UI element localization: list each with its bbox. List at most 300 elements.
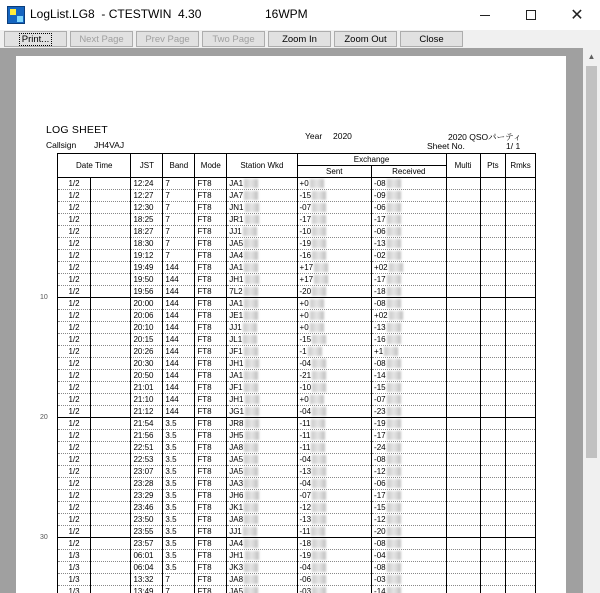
rmks-cell <box>506 526 536 538</box>
mode-cell-text: FT8 <box>197 251 212 260</box>
sent-cell <box>297 202 372 214</box>
sent-cell-text: -13 <box>299 514 312 524</box>
date-spacer-cell <box>91 334 131 346</box>
mode-cell-text: FT8 <box>197 551 212 560</box>
table-row <box>58 226 536 238</box>
received-cell <box>372 334 447 346</box>
date-spacer-cell <box>91 478 131 490</box>
multi-cell <box>446 370 480 382</box>
redacted-blur <box>387 563 401 572</box>
band-cell <box>163 274 195 286</box>
mode-cell-text: FT8 <box>197 179 212 188</box>
station-cell <box>227 334 297 346</box>
mode-cell-text: FT8 <box>197 539 212 548</box>
received-cell <box>372 454 447 466</box>
date-cell-text: 1/2 <box>68 455 80 464</box>
pts-cell <box>480 286 506 298</box>
date-cell-text: 1/2 <box>68 239 80 248</box>
mode-cell <box>195 406 227 418</box>
band-cell <box>163 214 195 226</box>
sent-cell <box>297 310 372 322</box>
date-cell-text: 1/3 <box>68 575 80 584</box>
rmks-cell <box>506 574 536 586</box>
time-cell-text: 23:07 <box>133 467 154 476</box>
rmks-cell <box>506 442 536 454</box>
print-preview-area[interactable] <box>0 48 600 593</box>
band-cell <box>163 502 195 514</box>
station-cell <box>227 226 297 238</box>
received-cell-text: -08 <box>374 454 386 464</box>
mode-cell-text: FT8 <box>197 503 212 512</box>
received-cell-text: -08 <box>374 538 386 548</box>
redacted-blur <box>312 251 326 260</box>
received-cell <box>372 370 447 382</box>
date-spacer-cell <box>91 298 131 310</box>
redacted-blur <box>312 383 326 392</box>
table-row <box>58 274 536 286</box>
station-cell <box>227 190 297 202</box>
band-cell <box>163 178 195 190</box>
table-row <box>58 238 536 250</box>
mode-cell-text: FT8 <box>197 191 212 200</box>
station-cell <box>227 526 297 538</box>
redacted-blur <box>310 323 324 332</box>
mode-cell <box>195 334 227 346</box>
mode-cell-text: FT8 <box>197 563 212 572</box>
band-cell <box>163 586 195 593</box>
date-cell <box>58 418 91 430</box>
date-cell-text: 1/2 <box>68 323 80 332</box>
date-spacer-cell <box>91 274 131 286</box>
sent-cell <box>297 538 372 550</box>
time-cell-text: 19:50 <box>133 275 154 284</box>
redacted-blur <box>314 275 328 284</box>
sent-cell-text: -07 <box>299 490 312 500</box>
received-cell-text: -19 <box>374 418 386 428</box>
pts-cell <box>480 466 506 478</box>
sent-cell-text: -04 <box>299 478 312 488</box>
close-preview-button[interactable] <box>400 31 463 47</box>
multi-cell <box>446 310 480 322</box>
title-bar <box>0 0 600 30</box>
date-cell <box>58 550 91 562</box>
multi-cell <box>446 466 480 478</box>
redacted-blur <box>244 515 258 524</box>
date-cell-text: 1/2 <box>68 263 80 272</box>
sent-cell-text: +0 <box>299 310 309 320</box>
date-cell-text: 1/2 <box>68 251 80 260</box>
redacted-blur <box>387 431 401 440</box>
rmks-cell <box>506 394 536 406</box>
time-cell <box>131 454 163 466</box>
mode-cell-text: FT8 <box>197 371 212 380</box>
redacted-blur <box>312 455 326 464</box>
date-cell <box>58 430 91 442</box>
station-cell <box>227 430 297 442</box>
redacted-blur <box>244 563 258 572</box>
multi-cell <box>446 574 480 586</box>
sent-cell <box>297 178 372 190</box>
vertical-scrollbar[interactable] <box>583 48 600 593</box>
redacted-blur <box>387 371 401 380</box>
redacted-blur <box>387 443 401 452</box>
redacted-blur <box>312 407 326 416</box>
minimize-button[interactable] <box>462 0 508 30</box>
mode-cell-text: FT8 <box>197 575 212 584</box>
station-cell-text: JA1 <box>229 370 244 380</box>
date-spacer-cell <box>91 586 131 593</box>
band-cell <box>163 322 195 334</box>
date-cell <box>58 238 91 250</box>
band-cell <box>163 442 195 454</box>
sent-cell <box>297 418 372 430</box>
time-cell-text: 21:12 <box>133 407 154 416</box>
time-cell <box>131 478 163 490</box>
station-cell-text: JA8 <box>229 574 244 584</box>
station-cell <box>227 214 297 226</box>
station-cell <box>227 502 297 514</box>
band-cell <box>163 538 195 550</box>
header-rmks: Rmks <box>506 154 536 178</box>
received-cell <box>372 226 447 238</box>
mode-cell <box>195 214 227 226</box>
redacted-blur <box>245 359 259 368</box>
station-cell-text: JE1 <box>229 310 244 320</box>
multi-cell <box>446 562 480 574</box>
sent-cell-text: +0 <box>299 322 309 332</box>
time-cell <box>131 370 163 382</box>
redacted-blur <box>312 563 326 572</box>
sent-cell <box>297 226 372 238</box>
station-cell <box>227 310 297 322</box>
band-cell <box>163 514 195 526</box>
sent-cell <box>297 394 372 406</box>
rmks-cell <box>506 346 536 358</box>
multi-cell <box>446 538 480 550</box>
band-cell-text: 144 <box>165 371 179 380</box>
date-cell <box>58 538 91 550</box>
time-cell-text: 20:06 <box>133 311 154 320</box>
multi-cell <box>446 334 480 346</box>
mode-cell-text: FT8 <box>197 479 212 488</box>
received-cell-text: -06 <box>374 202 386 212</box>
redacted-blur <box>243 527 257 536</box>
sent-cell-text: -16 <box>299 250 312 260</box>
multi-cell <box>446 490 480 502</box>
received-cell-text: -14 <box>374 370 386 380</box>
rmks-cell <box>506 430 536 442</box>
received-cell-text: -15 <box>374 382 386 392</box>
date-cell <box>58 226 91 238</box>
mode-cell <box>195 250 227 262</box>
band-cell-text: 144 <box>165 359 179 368</box>
date-spacer-cell <box>91 466 131 478</box>
band-cell-text: 7 <box>165 215 170 224</box>
received-cell <box>372 178 447 190</box>
time-cell-text: 13:49 <box>133 587 154 593</box>
date-spacer-cell <box>91 310 131 322</box>
log-table <box>57 153 536 593</box>
station-cell-text: JF1 <box>229 346 243 356</box>
time-cell-text: 20:26 <box>133 347 154 356</box>
header-pts: Pts <box>480 154 506 178</box>
band-cell <box>163 250 195 262</box>
redacted-blur <box>244 287 258 296</box>
time-cell-text: 23:50 <box>133 515 154 524</box>
mode-cell-text: FT8 <box>197 263 212 272</box>
maximize-button[interactable] <box>508 0 554 30</box>
redacted-blur <box>389 311 403 320</box>
prev-page-button[interactable] <box>136 31 199 47</box>
time-cell-text: 19:56 <box>133 287 154 296</box>
date-spacer-cell <box>91 454 131 466</box>
band-cell <box>163 466 195 478</box>
band-cell-text: 3.5 <box>165 431 177 440</box>
mode-cell <box>195 262 227 274</box>
band-cell <box>163 430 195 442</box>
received-cell-text: -08 <box>374 298 386 308</box>
multi-cell <box>446 358 480 370</box>
scrollbar-thumb[interactable] <box>586 66 597 458</box>
multi-cell <box>446 190 480 202</box>
redacted-blur <box>245 419 259 428</box>
mode-cell <box>195 286 227 298</box>
redacted-blur <box>244 371 258 380</box>
time-cell <box>131 490 163 502</box>
sent-cell-text: -18 <box>299 538 312 548</box>
band-cell-text: 144 <box>165 311 179 320</box>
time-cell-text: 12:24 <box>133 179 154 188</box>
pts-cell <box>480 502 506 514</box>
date-spacer-cell <box>91 322 131 334</box>
print-button[interactable] <box>4 31 67 47</box>
time-cell <box>131 334 163 346</box>
table-row <box>58 382 536 394</box>
station-cell <box>227 262 297 274</box>
redacted-blur <box>310 299 324 308</box>
log-sheet-page <box>16 56 566 593</box>
ctestwin-app-icon[interactable] <box>7 6 25 24</box>
rmks-cell <box>506 202 536 214</box>
mode-cell <box>195 346 227 358</box>
time-cell-text: 23:28 <box>133 479 154 488</box>
multi-cell <box>446 586 480 593</box>
date-spacer-cell <box>91 262 131 274</box>
redacted-blur <box>244 503 258 512</box>
date-cell <box>58 202 91 214</box>
mode-cell <box>195 418 227 430</box>
redacted-blur <box>244 383 258 392</box>
received-cell-text: +02 <box>374 310 388 320</box>
received-cell-text: -15 <box>374 502 386 512</box>
sent-cell <box>297 190 372 202</box>
redacted-blur <box>312 467 326 476</box>
time-cell <box>131 310 163 322</box>
time-cell <box>131 514 163 526</box>
band-cell <box>163 490 195 502</box>
station-cell <box>227 274 297 286</box>
station-cell <box>227 394 297 406</box>
station-cell <box>227 202 297 214</box>
mode-cell <box>195 490 227 502</box>
prev-page-label: Prev Page <box>145 33 190 45</box>
date-cell-text: 1/2 <box>68 335 80 344</box>
date-cell-text: 1/2 <box>68 395 80 404</box>
band-cell-text: 3.5 <box>165 443 177 452</box>
rmks-cell <box>506 586 536 593</box>
pts-cell <box>480 226 506 238</box>
station-cell-text: JH5 <box>229 430 244 440</box>
date-spacer-cell <box>91 382 131 394</box>
time-cell-text: 19:49 <box>133 263 154 272</box>
band-cell-text: 7 <box>165 227 170 236</box>
redacted-blur <box>245 407 259 416</box>
row-marker-30: 30 <box>40 534 48 541</box>
zoom-out-button[interactable] <box>334 31 397 47</box>
rmks-cell <box>506 502 536 514</box>
band-cell <box>163 190 195 202</box>
received-cell-text: -03 <box>374 574 386 584</box>
sent-cell-text: -04 <box>299 358 312 368</box>
band-cell <box>163 370 195 382</box>
date-spacer-cell <box>91 538 131 550</box>
received-cell <box>372 190 447 202</box>
station-cell-text: JA1 <box>229 178 244 188</box>
date-spacer-cell <box>91 286 131 298</box>
band-cell-text: 3.5 <box>165 527 177 536</box>
time-cell <box>131 298 163 310</box>
station-cell-text: JA4 <box>229 250 244 260</box>
scroll-up-icon[interactable]: ▲ <box>587 52 596 61</box>
redacted-blur <box>244 587 258 593</box>
close-window-button[interactable] <box>554 0 600 30</box>
received-cell-text: -17 <box>374 490 386 500</box>
time-cell <box>131 250 163 262</box>
rmks-cell <box>506 370 536 382</box>
multi-cell <box>446 346 480 358</box>
table-row <box>58 250 536 262</box>
sent-cell-text: -21 <box>299 370 312 380</box>
multi-cell <box>446 430 480 442</box>
time-cell <box>131 262 163 274</box>
station-cell <box>227 178 297 190</box>
date-cell <box>58 370 91 382</box>
mode-cell <box>195 538 227 550</box>
date-cell-text: 1/2 <box>68 359 80 368</box>
station-cell-text: JH1 <box>229 274 244 284</box>
redacted-blur <box>387 491 401 500</box>
station-cell-text: JH1 <box>229 358 244 368</box>
received-cell <box>372 418 447 430</box>
sent-cell-text: -04 <box>299 406 312 416</box>
sent-cell-text: -07 <box>299 202 312 212</box>
date-spacer-cell <box>91 226 131 238</box>
time-cell-text: 23:46 <box>133 503 154 512</box>
mode-cell-text: FT8 <box>197 215 212 224</box>
table-row <box>58 538 536 550</box>
time-cell <box>131 214 163 226</box>
mode-cell-text: FT8 <box>197 383 212 392</box>
station-cell <box>227 286 297 298</box>
zoom-in-button[interactable] <box>268 31 331 47</box>
two-page-label: Two Page <box>212 33 255 45</box>
multi-cell <box>446 454 480 466</box>
station-cell-text: JG1 <box>229 406 244 416</box>
band-cell-text: 3.5 <box>165 503 177 512</box>
received-cell-text: -17 <box>374 430 386 440</box>
band-cell-text: 144 <box>165 323 179 332</box>
pts-cell <box>480 526 506 538</box>
time-cell-text: 23:55 <box>133 527 154 536</box>
station-cell <box>227 550 297 562</box>
date-cell <box>58 358 91 370</box>
sent-cell <box>297 490 372 502</box>
mode-cell <box>195 226 227 238</box>
station-cell <box>227 346 297 358</box>
redacted-blur <box>312 227 326 236</box>
callsign-value: JH4VAJ <box>94 140 125 150</box>
time-cell <box>131 418 163 430</box>
mode-cell-text: FT8 <box>197 203 212 212</box>
date-cell <box>58 574 91 586</box>
received-cell <box>372 442 447 454</box>
date-spacer-cell <box>91 178 131 190</box>
date-spacer-cell <box>91 346 131 358</box>
time-cell <box>131 358 163 370</box>
table-row <box>58 178 536 190</box>
time-cell <box>131 202 163 214</box>
next-page-button[interactable] <box>70 31 133 47</box>
mode-cell-text: FT8 <box>197 311 212 320</box>
redacted-blur <box>384 347 398 356</box>
mode-cell <box>195 502 227 514</box>
redacted-blur <box>310 395 324 404</box>
sent-cell <box>297 322 372 334</box>
table-row <box>58 430 536 442</box>
mode-cell-text: FT8 <box>197 239 212 248</box>
date-spacer-cell <box>91 490 131 502</box>
table-row <box>58 478 536 490</box>
date-cell <box>58 250 91 262</box>
redacted-blur <box>244 443 258 452</box>
station-cell <box>227 250 297 262</box>
multi-cell <box>446 382 480 394</box>
mode-cell <box>195 298 227 310</box>
redacted-blur <box>244 251 258 260</box>
date-spacer-cell <box>91 550 131 562</box>
station-cell-text: JL1 <box>229 334 243 344</box>
date-spacer-cell <box>91 370 131 382</box>
received-cell <box>372 478 447 490</box>
pts-cell <box>480 250 506 262</box>
redacted-blur <box>387 191 401 200</box>
rmks-cell <box>506 250 536 262</box>
redacted-blur <box>387 587 401 593</box>
date-cell <box>58 262 91 274</box>
redacted-blur <box>310 311 324 320</box>
date-cell-text: 1/2 <box>68 527 80 536</box>
sent-cell-text: -11 <box>299 430 311 440</box>
redacted-blur <box>312 503 326 512</box>
mode-cell-text: FT8 <box>197 527 212 536</box>
two-page-button[interactable] <box>202 31 265 47</box>
received-cell <box>372 466 447 478</box>
multi-cell <box>446 418 480 430</box>
sheet-title: LOG SHEET <box>46 124 108 136</box>
table-row <box>58 334 536 346</box>
redacted-blur <box>244 299 258 308</box>
band-cell-text: 3.5 <box>165 539 177 548</box>
